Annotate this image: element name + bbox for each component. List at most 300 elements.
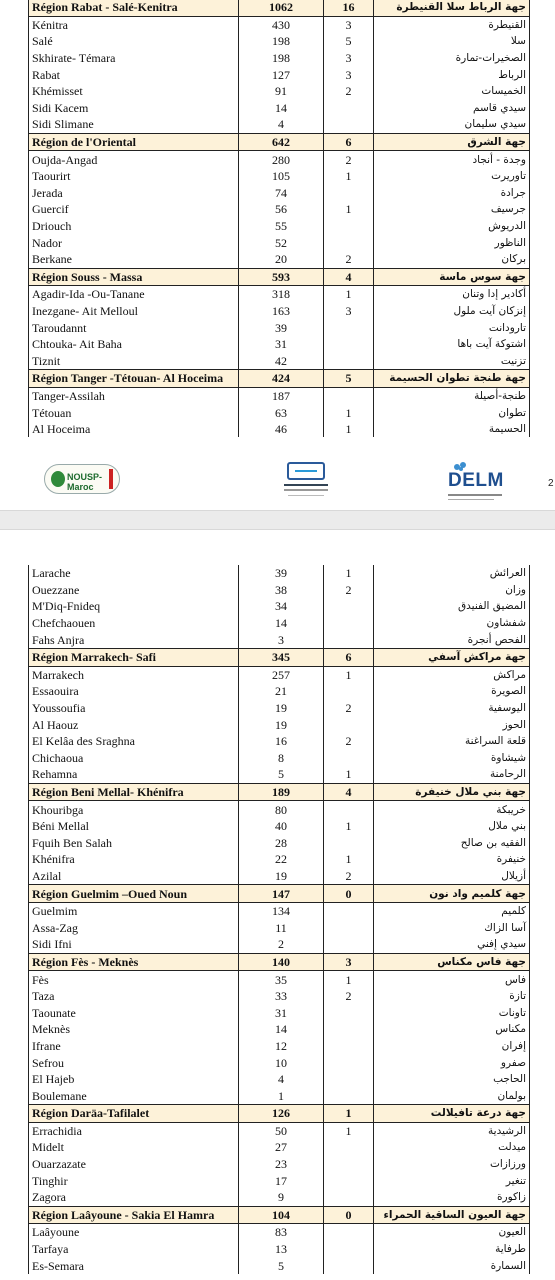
cell-cases: 198 [239, 33, 324, 50]
cell-name: Région Guelmim –Oued Noun [29, 885, 239, 903]
table-row [29, 1071, 530, 1088]
cell-cases: 55 [239, 218, 324, 235]
region-total-row [29, 885, 530, 903]
cell-deaths [324, 631, 374, 648]
cell-arabic-name: وجدة - أنجاد [374, 151, 530, 168]
cell-cases: 38 [239, 582, 324, 599]
table-row [29, 818, 530, 835]
cell-cases: 642 [239, 133, 324, 151]
table-row [29, 286, 530, 303]
cell-cases: 23 [239, 1156, 324, 1173]
cell-deaths [324, 1054, 374, 1071]
table-row [29, 666, 530, 683]
cell-cases: 33 [239, 988, 324, 1005]
cell-deaths [324, 218, 374, 235]
cell-arabic-name: العيون [374, 1224, 530, 1241]
cell-arabic-name: اليوسفية [374, 700, 530, 717]
cell-cases: 28 [239, 835, 324, 852]
cell-arabic-name: مراكش [374, 666, 530, 683]
cell-deaths: 6 [324, 648, 374, 666]
cell-cases: 257 [239, 666, 324, 683]
cell-deaths [324, 1241, 374, 1258]
cell-cases: 140 [239, 953, 324, 971]
table-row [29, 683, 530, 700]
cell-cases: 424 [239, 370, 324, 388]
cases-table-body [29, 0, 530, 437]
cell-cases: 104 [239, 1206, 324, 1224]
cell-cases: 127 [239, 66, 324, 83]
table-row [29, 766, 530, 783]
cell-deaths: 1 [324, 1122, 374, 1139]
region-total-row [29, 1206, 530, 1224]
cell-arabic-name: آسا الزاك [374, 919, 530, 936]
cell-name: Kénitra [29, 16, 239, 33]
cases-table-body [29, 565, 530, 1274]
cell-cases: 31 [239, 1004, 324, 1021]
cell-cases: 63 [239, 404, 324, 421]
cases-table-page-2 [28, 565, 530, 1274]
cell-arabic-name: الفحص أنجرة [374, 631, 530, 648]
table-row [29, 1156, 530, 1173]
cell-cases: 4 [239, 116, 324, 133]
cell-cases: 74 [239, 185, 324, 202]
cell-cases: 16 [239, 733, 324, 750]
table-row [29, 234, 530, 251]
cell-arabic-name: ورزازات [374, 1156, 530, 1173]
cell-arabic-name: الحوز [374, 716, 530, 733]
table-row [29, 1224, 530, 1241]
cell-arabic-name: إفران [374, 1038, 530, 1055]
cell-deaths: 1 [324, 818, 374, 835]
cell-deaths [324, 352, 374, 369]
cell-name: Taourirt [29, 168, 239, 185]
cell-deaths: 2 [324, 151, 374, 168]
cell-cases: 345 [239, 648, 324, 666]
cell-name: Meknès [29, 1021, 239, 1038]
table-row [29, 598, 530, 615]
cell-deaths: 1 [324, 766, 374, 783]
cell-arabic-name: السمارة [374, 1257, 530, 1274]
cell-name: Oujda-Angad [29, 151, 239, 168]
cell-arabic-name: تطوان [374, 404, 530, 421]
table-row [29, 83, 530, 100]
delm-logo-text: DELM [448, 470, 504, 491]
cell-cases: 4 [239, 1071, 324, 1088]
cell-name: Driouch [29, 218, 239, 235]
cell-cases: 147 [239, 885, 324, 903]
cell-arabic-name: جهة سوس ماسة [374, 268, 530, 286]
cell-deaths [324, 1038, 374, 1055]
cell-name: Essaouira [29, 683, 239, 700]
region-total-row [29, 648, 530, 666]
cell-name: Sidi Slimane [29, 116, 239, 133]
cell-deaths: 3 [324, 66, 374, 83]
cell-deaths [324, 919, 374, 936]
cell-name: Région Marrakech- Safi [29, 648, 239, 666]
cell-cases: 17 [239, 1172, 324, 1189]
cell-name: Sidi Ifni [29, 936, 239, 953]
cell-deaths: 1 [324, 421, 374, 438]
cell-name: Région Beni Mellal- Khénifra [29, 783, 239, 801]
cell-name: Agadir-Ida -Ou-Tanane [29, 286, 239, 303]
cell-name: Sefrou [29, 1054, 239, 1071]
cell-cases: 14 [239, 100, 324, 117]
cell-deaths [324, 1189, 374, 1206]
cell-deaths: 0 [324, 885, 374, 903]
cell-arabic-name: خنيفرة [374, 851, 530, 868]
cell-cases: 1 [239, 1087, 324, 1104]
cell-deaths: 4 [324, 783, 374, 801]
cell-arabic-name: تاونات [374, 1004, 530, 1021]
cell-arabic-name: فاس [374, 971, 530, 988]
cell-deaths: 5 [324, 370, 374, 388]
cell-deaths: 3 [324, 16, 374, 33]
cell-cases: 318 [239, 286, 324, 303]
table-row [29, 336, 530, 353]
cell-cases: 40 [239, 818, 324, 835]
cell-cases: 2 [239, 936, 324, 953]
cell-arabic-name: جهة طنجة تطوان الحسيمة [374, 370, 530, 388]
table-row [29, 1038, 530, 1055]
region-total-row [29, 1105, 530, 1123]
cell-deaths [324, 615, 374, 632]
cell-name: Tétouan [29, 404, 239, 421]
cell-cases: 126 [239, 1105, 324, 1123]
cell-name: Skhirate- Témara [29, 50, 239, 67]
cell-cases: 189 [239, 783, 324, 801]
cell-cases: 39 [239, 565, 324, 582]
cell-name: Al Haouz [29, 716, 239, 733]
cell-deaths [324, 336, 374, 353]
cell-name: Es-Semara [29, 1257, 239, 1274]
table-row [29, 936, 530, 953]
cell-name: Rehamna [29, 766, 239, 783]
cell-deaths [324, 936, 374, 953]
cell-arabic-name: طنجة-أصيلة [374, 387, 530, 404]
cell-cases: 280 [239, 151, 324, 168]
table-row [29, 971, 530, 988]
cell-arabic-name: جهة الشرق [374, 133, 530, 151]
region-total-row [29, 133, 530, 151]
cell-deaths: 1 [324, 404, 374, 421]
cell-deaths [324, 1224, 374, 1241]
table-row [29, 700, 530, 717]
cell-name: Khouribga [29, 801, 239, 818]
cell-name: Région Laâyoune - Sakia El Hamra [29, 1206, 239, 1224]
cell-cases: 39 [239, 319, 324, 336]
cell-cases: 91 [239, 83, 324, 100]
cell-name: Chichaoua [29, 750, 239, 767]
table-row [29, 988, 530, 1005]
cell-cases: 187 [239, 387, 324, 404]
cell-arabic-name: الصويرة [374, 683, 530, 700]
cell-name: Guelmim [29, 902, 239, 919]
cell-deaths: 1 [324, 565, 374, 582]
cell-deaths [324, 185, 374, 202]
table-row [29, 66, 530, 83]
cell-deaths [324, 1071, 374, 1088]
table-row [29, 1189, 530, 1206]
table-row [29, 404, 530, 421]
nousp-emblem-icon [51, 471, 65, 487]
cell-arabic-name: الدريوش [374, 218, 530, 235]
cell-name: Inezgane- Ait Melloul [29, 303, 239, 320]
region-total-row [29, 268, 530, 286]
page-separator [0, 510, 555, 530]
cell-name: Ouarzazate [29, 1156, 239, 1173]
cell-arabic-name: الناظور [374, 234, 530, 251]
page-footer [0, 456, 555, 506]
cell-arabic-name: تارودانت [374, 319, 530, 336]
cell-name: Assa-Zag [29, 919, 239, 936]
table-row [29, 16, 530, 33]
table-row [29, 1257, 530, 1274]
cell-cases: 46 [239, 421, 324, 438]
cell-cases: 11 [239, 919, 324, 936]
cell-name: Jerada [29, 185, 239, 202]
cell-name: Région de l'Oriental [29, 133, 239, 151]
cell-deaths: 2 [324, 582, 374, 599]
cell-arabic-name: الفقيه بن صالح [374, 835, 530, 852]
table-row [29, 733, 530, 750]
cell-name: Khémisset [29, 83, 239, 100]
cell-name: Nador [29, 234, 239, 251]
table-row [29, 50, 530, 67]
cell-arabic-name: بولمان [374, 1087, 530, 1104]
cell-name: Rabat [29, 66, 239, 83]
cell-deaths [324, 835, 374, 852]
cell-cases: 12 [239, 1038, 324, 1055]
delm-logo [446, 462, 506, 504]
table-row [29, 582, 530, 599]
cell-deaths: 1 [324, 971, 374, 988]
cell-name: El Kelâa des Sraghna [29, 733, 239, 750]
nousp-logo-text: NOUSP-Maroc [67, 472, 103, 492]
cell-arabic-name: جهة درعة تافيلالت [374, 1105, 530, 1123]
cell-deaths: 3 [324, 953, 374, 971]
ministry-emblem-icon [287, 462, 325, 480]
cell-cases: 20 [239, 251, 324, 268]
cell-name: M'Diq-Fnideq [29, 598, 239, 615]
cell-deaths: 2 [324, 251, 374, 268]
cell-name: Azilal [29, 868, 239, 885]
cell-name: Béni Mellal [29, 818, 239, 835]
cell-cases: 19 [239, 700, 324, 717]
cell-name: Laâyoune [29, 1224, 239, 1241]
table-row [29, 1021, 530, 1038]
cell-arabic-name: جهة فاس مكناس [374, 953, 530, 971]
table-row [29, 868, 530, 885]
cell-cases: 22 [239, 851, 324, 868]
cell-cases: 134 [239, 902, 324, 919]
cell-name: Tarfaya [29, 1241, 239, 1258]
cell-arabic-name: الخميسات [374, 83, 530, 100]
cell-deaths: 1 [324, 851, 374, 868]
cell-cases: 34 [239, 598, 324, 615]
table-row [29, 168, 530, 185]
cell-name: Midelt [29, 1139, 239, 1156]
table-row [29, 801, 530, 818]
cell-name: Chtouka- Ait Baha [29, 336, 239, 353]
cell-deaths [324, 801, 374, 818]
table-row [29, 1241, 530, 1258]
cell-arabic-name: الرحامنة [374, 766, 530, 783]
cell-cases: 8 [239, 750, 324, 767]
cell-arabic-name: سيدي قاسم [374, 100, 530, 117]
table-row [29, 352, 530, 369]
cell-deaths [324, 1172, 374, 1189]
table-row [29, 151, 530, 168]
cell-arabic-name: ميدلت [374, 1139, 530, 1156]
cell-name: Berkane [29, 251, 239, 268]
table-row [29, 565, 530, 582]
cell-cases: 5 [239, 1257, 324, 1274]
cell-arabic-name: مكناس [374, 1021, 530, 1038]
cell-name: Tinghir [29, 1172, 239, 1189]
cell-cases: 83 [239, 1224, 324, 1241]
cell-name: Salé [29, 33, 239, 50]
cell-arabic-name: كلميم [374, 902, 530, 919]
cell-name: Marrakech [29, 666, 239, 683]
cell-cases: 430 [239, 16, 324, 33]
cell-name: Fahs Anjra [29, 631, 239, 648]
cell-deaths [324, 1004, 374, 1021]
cell-deaths [324, 1021, 374, 1038]
cell-name: Chefchaouen [29, 615, 239, 632]
table-row [29, 1004, 530, 1021]
cell-arabic-name: بني ملال [374, 818, 530, 835]
cell-deaths [324, 1087, 374, 1104]
cell-arabic-name: جهة العيون الساقية الحمراء [374, 1206, 530, 1224]
cell-name: Taroudannt [29, 319, 239, 336]
cell-cases: 10 [239, 1054, 324, 1071]
cell-name: Région Rabat - Salé-Kenitra [29, 0, 239, 16]
cell-arabic-name: المضيق الفنيدق [374, 598, 530, 615]
cell-cases: 163 [239, 303, 324, 320]
region-total-row [29, 0, 530, 16]
cell-arabic-name: الصخيرات-تمارة [374, 50, 530, 67]
cell-arabic-name: الحاجب [374, 1071, 530, 1088]
cell-name: Fès [29, 971, 239, 988]
cell-arabic-name: بركان [374, 251, 530, 268]
cell-cases: 5 [239, 766, 324, 783]
table-row [29, 1087, 530, 1104]
cell-arabic-name: جرادة [374, 185, 530, 202]
cell-arabic-name: تازة [374, 988, 530, 1005]
cell-cases: 3 [239, 631, 324, 648]
cell-cases: 198 [239, 50, 324, 67]
cell-cases: 14 [239, 1021, 324, 1038]
cell-arabic-name: خريبكة [374, 801, 530, 818]
cell-arabic-name: جهة الرباط سلا القنيطرة [374, 0, 530, 16]
cell-name: Région Tanger -Tétouan- Al Hoceima [29, 370, 239, 388]
table-row [29, 1139, 530, 1156]
region-total-row [29, 953, 530, 971]
table-row [29, 750, 530, 767]
cell-arabic-name: العرائش [374, 565, 530, 582]
cell-cases: 13 [239, 1241, 324, 1258]
table-row [29, 319, 530, 336]
cell-name: Ifrane [29, 1038, 239, 1055]
cell-arabic-name: اشتوكة آيت باها [374, 336, 530, 353]
cell-arabic-name: طرفاية [374, 1241, 530, 1258]
table-row [29, 116, 530, 133]
cell-arabic-name: جرسيف [374, 201, 530, 218]
cell-name: Fquih Ben Salah [29, 835, 239, 852]
cell-arabic-name: تزنيت [374, 352, 530, 369]
table-row [29, 902, 530, 919]
cell-cases: 14 [239, 615, 324, 632]
cell-arabic-name: تنغير [374, 1172, 530, 1189]
cell-name: Youssoufia [29, 700, 239, 717]
cell-name: Zagora [29, 1189, 239, 1206]
cell-arabic-name: القنيطرة [374, 16, 530, 33]
table-row [29, 387, 530, 404]
cell-cases: 9 [239, 1189, 324, 1206]
cell-name: Larache [29, 565, 239, 582]
cell-name: Région Souss - Massa [29, 268, 239, 286]
cell-cases: 42 [239, 352, 324, 369]
cell-name: Sidi Kacem [29, 100, 239, 117]
cell-cases: 105 [239, 168, 324, 185]
table-row [29, 716, 530, 733]
table-row [29, 201, 530, 218]
table-row [29, 1054, 530, 1071]
cell-cases: 50 [239, 1122, 324, 1139]
cell-arabic-name: أكادير إدا وتنان [374, 286, 530, 303]
region-total-row [29, 370, 530, 388]
region-total-row [29, 783, 530, 801]
cell-deaths [324, 1139, 374, 1156]
cell-cases: 35 [239, 971, 324, 988]
cell-cases: 1062 [239, 0, 324, 16]
cell-deaths [324, 683, 374, 700]
table-row [29, 615, 530, 632]
cell-cases: 80 [239, 801, 324, 818]
cell-arabic-name: الرباط [374, 66, 530, 83]
cell-name: Tiznit [29, 352, 239, 369]
cell-arabic-name: سيدي إفني [374, 936, 530, 953]
cell-deaths: 1 [324, 666, 374, 683]
flag-stripe-icon [109, 469, 113, 489]
cell-arabic-name: الحسيمة [374, 421, 530, 438]
cell-deaths: 4 [324, 268, 374, 286]
cell-deaths: 1 [324, 1105, 374, 1123]
cell-name: Région Fès - Meknès [29, 953, 239, 971]
table-row [29, 835, 530, 852]
cell-arabic-name: جهة مراكش آسفي [374, 648, 530, 666]
table-row [29, 919, 530, 936]
cell-deaths: 6 [324, 133, 374, 151]
cell-cases: 27 [239, 1139, 324, 1156]
cell-arabic-name: شفشاون [374, 615, 530, 632]
cell-deaths [324, 319, 374, 336]
cell-arabic-name: وزان [374, 582, 530, 599]
cell-arabic-name: سيدي سليمان [374, 116, 530, 133]
cell-arabic-name: سلا [374, 33, 530, 50]
table-row [29, 1172, 530, 1189]
cell-cases: 593 [239, 268, 324, 286]
cell-deaths: 1 [324, 286, 374, 303]
cell-arabic-name: جهة كلميم واد نون [374, 885, 530, 903]
cell-deaths [324, 116, 374, 133]
cell-deaths [324, 902, 374, 919]
cell-name: Guercif [29, 201, 239, 218]
cell-arabic-name: قلعة السراغنة [374, 733, 530, 750]
cell-deaths [324, 598, 374, 615]
cell-arabic-name: جهة بني ملال خنيفرة [374, 783, 530, 801]
cell-deaths: 1 [324, 201, 374, 218]
